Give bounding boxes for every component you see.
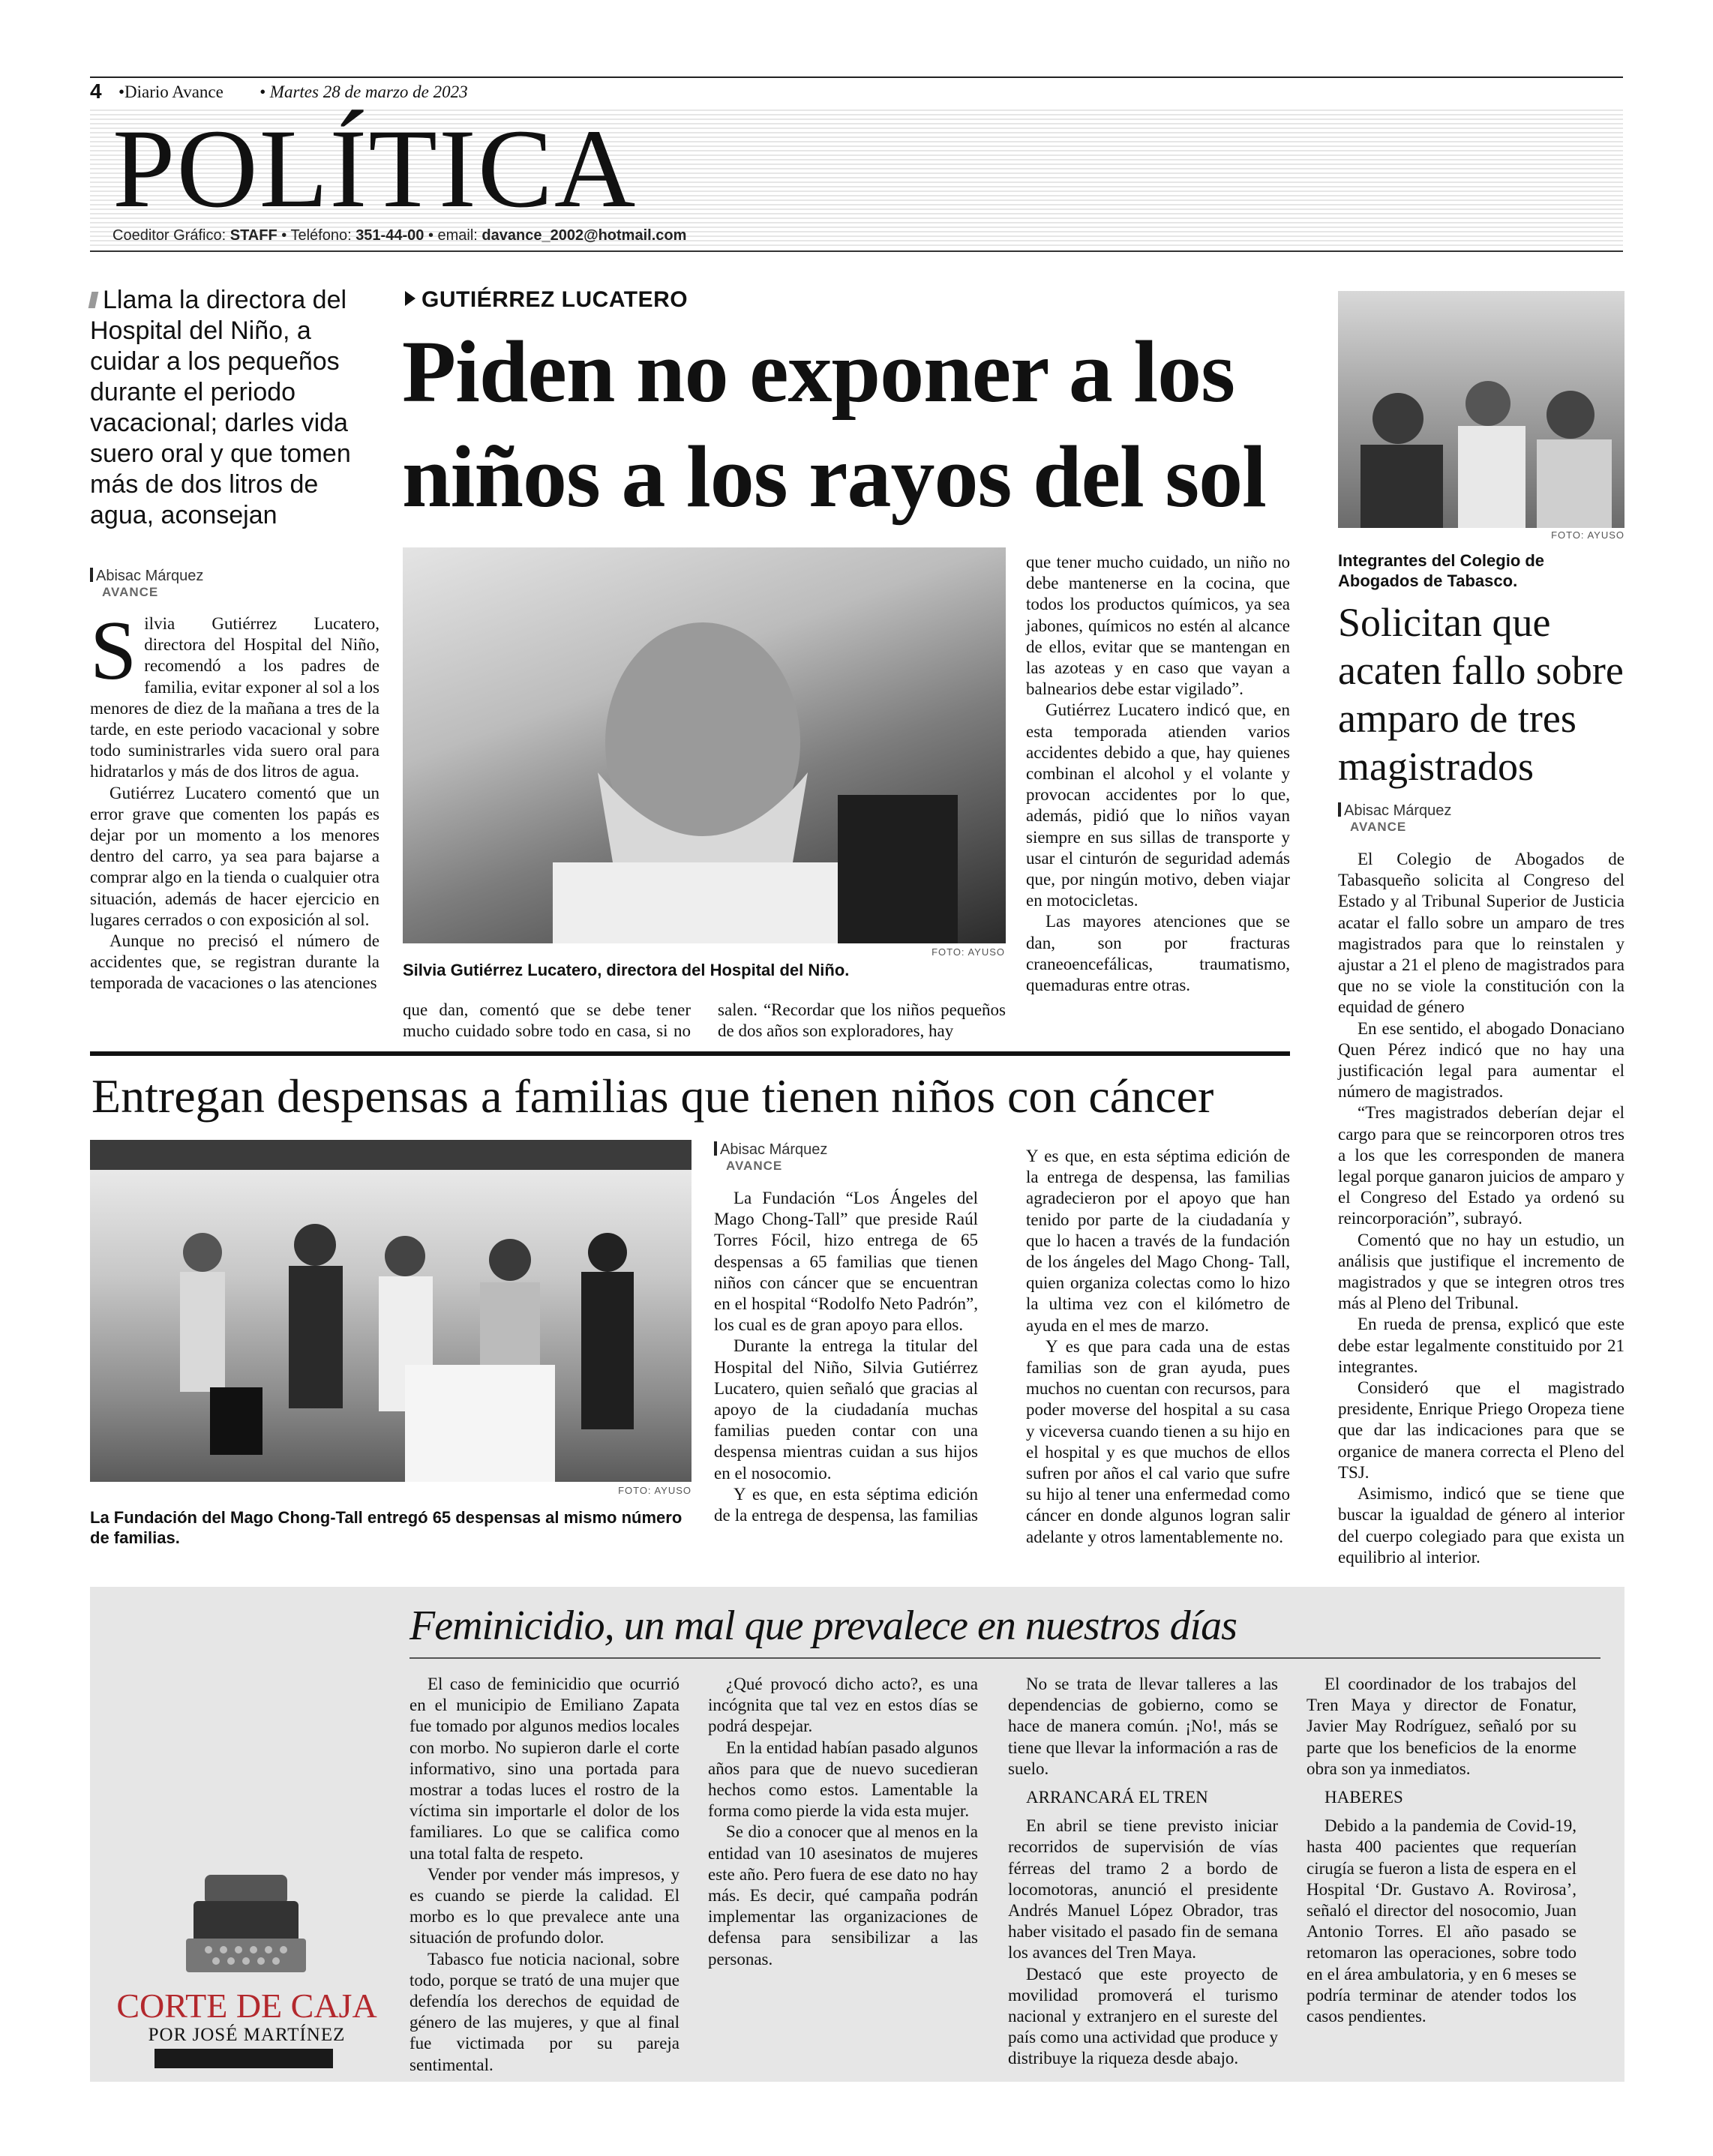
main-paragraph-6: Las mayores atenciones que se dan, son por fracturas craneoencefálicas, traumatismo, quemaduras entre otras. bbox=[1026, 912, 1290, 995]
second-headline: Entregan despensas a familias que tienen niños con cáncer bbox=[92, 1069, 1214, 1123]
header-rule bbox=[90, 250, 1623, 252]
second-byline-agency: AVANCE bbox=[726, 1159, 783, 1173]
main-under-photo bbox=[403, 1000, 1006, 1042]
corte-logo-bar bbox=[154, 2049, 333, 2068]
corte-subhead-1: ARRANCARÁ EL TREN bbox=[1026, 1788, 1208, 1807]
kicker bbox=[405, 287, 688, 313]
corte-paragraph-2: Vender por vender más impresos, y es cuando se pierde la calidad. El morbo es lo que prevalece ante una situación de profundo dolor. bbox=[410, 1864, 680, 1948]
right-byline bbox=[1338, 802, 1451, 835]
second-byline bbox=[714, 1141, 827, 1174]
right-photo-figures bbox=[1338, 291, 1624, 528]
staff-credits bbox=[112, 227, 686, 244]
main-paragraph-2: Gutiérrez Lucatero comentó que un error grave que comenten los papás es dejar por un momento a los menores dentro del carro, ya sea para bajarse a comprar algo en la tienda o cualquier otra situación, además de hacer ejercicio en lugares cerrados o con exposición al sol. bbox=[90, 783, 380, 929]
corte-title-rule bbox=[410, 1657, 1600, 1659]
right-paragraph-4: Comentó que no hay un estudio, un análisis que justifique el incremento de magistrados y que se integren otros tres más al Pleno del Tribunal. bbox=[1338, 1230, 1624, 1313]
corte-logo-title: CORTE DE CAJA bbox=[116, 1987, 377, 2025]
credits-prefix: Coeditor Gráfico: bbox=[112, 227, 226, 244]
second-paragraph-3: Y es que, en esta séptima edición de la entrega de despensa, las familias agradecieron por el apoyo que han tenido por parte de la ciudadanía y que lo hacen a través de la fundación de los ángeles del Mago Chong- Tall, quien organiza colectas como lo hizo la ultima vez con el kilómetro de ayuda en el mes de marzo. bbox=[1026, 1147, 1290, 1335]
corte-col-1 bbox=[410, 1674, 680, 2076]
right-photo bbox=[1338, 291, 1624, 528]
main-col-1 bbox=[90, 604, 380, 994]
main-photo-figure bbox=[403, 547, 1006, 943]
summary-marker-icon bbox=[88, 292, 99, 308]
corte-subhead-2: HABERES bbox=[1324, 1788, 1403, 1807]
corte-paragraph-7: No se trata de llevar talleres a las dependencias de gobierno, como se hace de manera común. ¡No!, más se tiene que llevar la información a ras de suelo. bbox=[1008, 1675, 1278, 1778]
second-paragraph-3-start: Y es que, en esta séptima edición de la entrega de despensa, las familias bbox=[714, 1484, 978, 1525]
second-byline-name: Abisac Márquez bbox=[720, 1141, 828, 1158]
main-paragraph-1: ilvia Gutiérrez Lucatero, directora del Hospital del Niño, recomendó a los padres de familia, evitar exponer al sol a los menores de diez de la mañana a tres de la tarde, en este periodo vacacional y sobre todo suministrarles vida suero oral para hidratarlos y más de dos litros de agua. bbox=[90, 614, 380, 781]
typewriter-icon bbox=[178, 1867, 314, 1980]
main-headline: Piden no exponer a los niños a los rayos del sol bbox=[402, 322, 1266, 526]
right-byline-agency: AVANCE bbox=[1350, 820, 1407, 834]
main-paragraph-3: Aunque no precisó el número de accidentes que, se registran durante la temporada de vacaciones o las atenciones bbox=[90, 931, 380, 993]
credits-phone: 351-44-00 bbox=[356, 227, 424, 244]
second-photo-figures bbox=[90, 1140, 692, 1482]
corte-paragraph-9: Destacó que este proyecto de movilidad promoverá el turismo nacional y extranjero en el sureste del país como una actividad que produce y distribuye la riqueza desde abajo. bbox=[1008, 1964, 1278, 2068]
right-paragraph-1: El Colegio de Abogados de Tabasqueño solicita al Congreso del Estado y al Tribunal Superior de Justicia acatar el fallo sobre un amparo de tres magistrados para que lo reinstalen y ajustar a 21 el pleno de magistrados para que no se viole la constitución con la equidad de género bbox=[1338, 850, 1624, 1017]
page-number: 4 bbox=[90, 79, 102, 103]
corte-paragraph-3: Tabasco fue noticia nacional, sobre todo, porque se trató de una mujer que defendía los derechos de equidad de género de las mujeres, y que al final fue victimada por su pareja sentimental. bbox=[410, 1949, 680, 2074]
second-photo-caption: La Fundación del Mago Chong-Tall entregó 65 despensas al mismo número de familias. bbox=[90, 1508, 682, 1547]
second-paragraph-4: Y es que para cada una de estas familias son de gran ayuda, pues muchos no cuentan con recursos, para poder moverse del hospital a su casa y viceversa cuando tienen a su hijo en el hospital y es que muchos de ellos sufren por años el cal vario que sufre su hijo al tener una enfermedad como cáncer en donde algunos logran salir adelante y otros lamentablemente no. bbox=[1026, 1336, 1290, 1546]
right-paragraph-7: Asimismo, indicó que se tiene que buscar la igualdad de género al interior del cuerpo colegiado para que exista un equilibrio al interior. bbox=[1338, 1484, 1624, 1567]
main-col-4 bbox=[1026, 552, 1290, 996]
section-title: POLÍTICA bbox=[112, 106, 638, 231]
right-paragraph-6: Consideró que el magistrado presidente, Enrique Priego Oropeza tiene que dar las indicaciones para que se organice de manera correcta el Pleno del TSJ. bbox=[1338, 1378, 1624, 1482]
paper-name: •Diario Avance bbox=[118, 82, 224, 101]
byline-bar bbox=[90, 568, 93, 582]
main-byline bbox=[90, 568, 203, 601]
summary-deck bbox=[90, 285, 375, 531]
right-body bbox=[1338, 849, 1624, 1568]
credits-phone-label: • Teléfono: bbox=[281, 227, 352, 244]
corte-paragraph-11: Debido a la pandemia de Covid-19, hasta 400 pacientes que requerían cirugía se fueron a lista de espera en el Hospital ‘Dr. Gustavo A. Rovirosa’, señaló el director del nosocomio, Juan Antonio Torres. El año pasado se retomaron las operaciones, sobre todo en el área ambulatoria, y en 6 meses se podría terminar de atender todos los casos pendientes. bbox=[1306, 1816, 1576, 2026]
second-photo bbox=[90, 1140, 692, 1482]
main-photo bbox=[403, 547, 1006, 943]
corte-paragraph-6: Se dio a conocer que al menos en la entidad van 10 asesinatos de mujeres este año. Pero fuera de ese dato no hay más. Es decir, qué campaña podrán implementar las organizaciones de defensa para sensibilizar a las personas. bbox=[708, 1822, 978, 1969]
byline-name: Abisac Márquez bbox=[96, 568, 204, 584]
top-rule bbox=[90, 76, 1623, 78]
main-paragraph-5: Gutiérrez Lucatero indicó que, en esta temporada atienden varios accidentes debido a que, hay quienes combinan el alcohol y el volante y provocan accidentes por lo que, además, pidió que lo niños vayan siempre en sus sillas de transporte y usar el cinturón de seguridad además que, por ningún motivo, deben viajar en motocicletas. bbox=[1026, 700, 1290, 910]
corte-paragraph-1: El caso de feminicidio que ocurrió en el municipio de Emiliano Zapata fue tomado por algunos medios locales con morbo. No supieron darle el corte informativo, sino una portada para mostrar a todas luces el rostro de la víctima sin importarle el dolor de los familiares. Lo que se califica como una total falta de respeto. bbox=[410, 1675, 680, 1863]
right-paragraph-5: En rueda de prensa, explicó que este debe estar legalmente constituido por 21 integrantes. bbox=[1338, 1315, 1624, 1376]
corte-logo-author: POR JOSÉ MARTÍNEZ bbox=[148, 2025, 346, 2045]
section-divider bbox=[90, 1051, 1290, 1056]
main-under-photo-text: que dan, comentó que se debe tener mucho cuidado sobre todo en casa, si no salen. “Recordar que los niños pequeños de dos años son exploradores, hay bbox=[403, 1000, 1006, 1041]
summary-text: Llama la directora del Hospital del Niño, a cuidar a los pequeños durante el periodo vacacional; darles vida suero oral y que tomen más de dos litros de agua, aconsejan bbox=[90, 286, 351, 529]
corte-title: Feminicidio, un mal que prevalece en nuestros días bbox=[410, 1603, 1237, 1649]
corte-paragraph-4: ¿Qué provocó dicho acto?, es una incógnita que tal vez en estos días se podrá despejar. bbox=[708, 1675, 978, 1736]
corte-paragraph-5: En la entidad habían pasado algunos años para que de nuevo sucedieran hechos como estos. Lamentable la forma como pierde la vida esta mujer. bbox=[708, 1738, 978, 1821]
issue-date: • Martes 28 de marzo de 2023 bbox=[260, 82, 468, 101]
right-paragraph-2: En ese sentido, el abogado Donaciano Quen Pérez indicó que no hay una justificación legal para aumentar el número de magistrados. bbox=[1338, 1018, 1624, 1102]
corte-col-3 bbox=[1008, 1674, 1278, 2070]
main-photo-caption: Silvia Gutiérrez Lucatero, directora del Hospital del Niño. bbox=[403, 961, 850, 979]
right-byline-name: Abisac Márquez bbox=[1344, 802, 1452, 819]
kicker-arrow-icon bbox=[405, 291, 416, 306]
second-paragraph-2: Durante la entrega la titular del Hospital del Niño, Silvia Gutiérrez Lucatero, quien señaló que gracias al apoyo de la ciudadanía muchas familias pueden contar con una despensa mientras cuidan a sus hijos en el nosocomio. bbox=[714, 1336, 978, 1483]
right-paragraph-3: “Tres magistrados deberían dejar el cargo para que se reincorporen otros tres a los que les corresponden de manera legal porque ganaron juicios de amparo y el Congreso del Estado ya ordenó su reincorporación”, subrayó. bbox=[1338, 1103, 1624, 1228]
right-photo-credit: FOTO: AYUSO bbox=[1551, 529, 1624, 541]
corte-paragraph-10: El coordinador de los trabajos del Tren Maya y director de Fonatur, Javier May Rodríguez, señaló por su parte que los beneficios de la enorme obra son ya inmediatos. bbox=[1306, 1675, 1576, 1778]
right-photo-caption: Integrantes del Colegio de Abogados de Tabasco. bbox=[1338, 551, 1545, 590]
corte-col-2 bbox=[708, 1674, 978, 1970]
credits-email: davance_2002@hotmail.com bbox=[482, 227, 687, 244]
second-paragraph-1: La Fundación “Los Ángeles del Mago Chong-Tall” que preside Raúl Torres Fócil, hizo entrega de 65 despensas a 65 familias que tienen niños con cáncer que se encuentran en el hospital “Rodolfo Neto Padrón”, los cual es de gran apoyo para ellos. bbox=[714, 1189, 978, 1335]
second-byline-bar bbox=[714, 1141, 717, 1156]
main-paragraph-4: que tener mucho cuidado, un niño no debe mantenerse en la cocina, que todos los productos químicos, ya sea jabones, químicos no estén al alcance de ellos, evitar que se mantengan en las azoteas y en caso que vayan a balnearios debe estar vigilado”. bbox=[1026, 553, 1290, 699]
credits-email-label: • email: bbox=[428, 227, 478, 244]
corte-col-4 bbox=[1306, 1674, 1576, 2027]
byline-agency: AVANCE bbox=[102, 585, 159, 599]
second-photo-credit: FOTO: AYUSO bbox=[618, 1485, 692, 1496]
kicker-text: GUTIÉRREZ LUCATERO bbox=[422, 287, 688, 312]
credits-staff: STAFF bbox=[230, 227, 278, 244]
right-headline: Solicitan que acaten fallo sobre amparo de tres magistrados bbox=[1338, 600, 1624, 789]
main-photo-credit: FOTO: AYUSO bbox=[932, 946, 1005, 958]
right-byline-bar bbox=[1338, 802, 1341, 817]
second-col-2 bbox=[1026, 1146, 1290, 1548]
corte-paragraph-8: En abril se tiene previsto iniciar recorridos de supervisión de vías férreas del tramo 2 a bordo de locomotoras, anunció el presidente Andrés Manuel López Obrador, tras haber visitado el pasado fin de semana los avances del Tren Maya. bbox=[1008, 1816, 1278, 1963]
second-col-1 bbox=[714, 1188, 978, 1526]
drop-cap: S bbox=[90, 604, 137, 697]
